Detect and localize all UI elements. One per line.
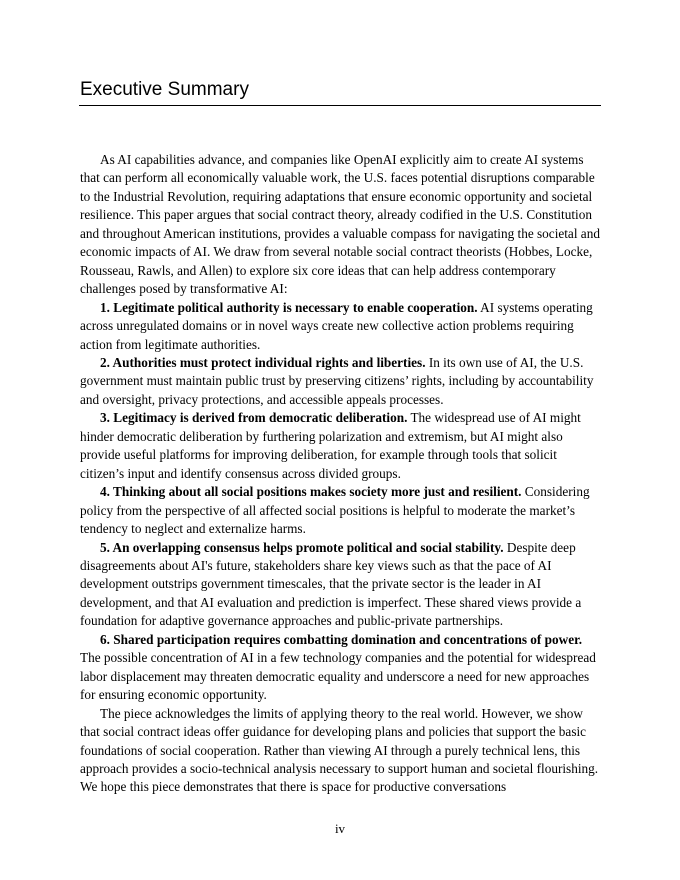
closing-paragraph: The piece acknowledges the limits of applying theory to the real world. However, we show that social contract ideas offer guidance for developing plans and policies that support the basic foundations of social cooperation. Rather than viewing AI through a purely technical lens, this approach provides a socio-technical analysis necessary to support human and societal flourishing. We hope this piece demonstrates that there is space for productive conversations: [80, 705, 599, 795]
section-heading: Executive Summary: [80, 79, 249, 100]
core-idea-1: [80, 299, 602, 354]
core-idea-title: 4. Thinking about all social positions makes society more just and resilient.: [100, 484, 522, 500]
core-idea-text: AI systems operating across unregulated domains or in novel ways create new collective action problems requiring action from legitimate authorities.: [80, 299, 593, 352]
page-number: iv: [334, 821, 346, 836]
core-idea-6: [80, 631, 602, 705]
core-idea-4: [80, 483, 602, 538]
intro-paragraph: As AI capabilities advance, and companies like OpenAI explicitly aim to create AI systems that can perform all economically valuable work, the U.S. faces potential disruptions comparable to the Industrial Revolution, requiring adaptations that ensure economic opportunity and societal resilience. This paper argues that social contract theory, already codified in the U.S. Constitution and throughout American institutions, provides a valuable compass for navigating the societal and economic impacts of AI. We draw from several notable social contract theorists (Hobbes, Locke, Rousseau, Rawls, and Allen) to explore six core ideas that can help address contemporary challenges posed by transformative AI:: [80, 152, 600, 297]
core-idea-text: Despite deep disagreements about AI's future, stakeholders share key views such as that the pace of AI development outstrips government timescales, that the private sector is the leader in AI development, and that AI evaluation and prediction is imperfect. These shared views provide a foundation for adaptive governance approaches and public-private partnerships.: [80, 539, 582, 629]
core-idea-title: 6. Shared participation requires combatting domination and concentrations of power.: [100, 631, 583, 647]
core-idea-2: [80, 354, 602, 409]
core-idea-text: Considering policy from the perspective of all affected social positions is helpful to moderate the market’s tendency to neglect and externalize harms.: [80, 484, 590, 537]
core-idea-text: In its own use of AI, the U.S. government must maintain public trust by preserving citizens’ rights, including by accountability and oversight, privacy protections, and accessible appeals processes.: [80, 354, 594, 407]
heading-divider: [79, 105, 601, 106]
core-idea-title: 1. Legitimate political authority is necessary to enable cooperation.: [100, 299, 478, 315]
core-idea-3: [80, 409, 602, 483]
core-idea-5: [80, 539, 602, 631]
core-idea-title: 3. Legitimacy is derived from democratic deliberation.: [100, 410, 408, 426]
core-idea-text: The widespread use of AI might hinder democratic deliberation by furthering polarization and extremism, but AI might also provide useful platforms for improving deliberation, for example through tools that solicit citizen’s input and identify consensus across divided groups.: [80, 410, 581, 481]
core-idea-title: 2. Authorities must protect individual rights and liberties.: [100, 354, 426, 370]
summary-body: [80, 151, 602, 797]
core-idea-text: The possible concentration of AI in a few technology companies and the potential for widespread labor displacement may threaten democratic equality and underscore a need for new approaches for ensuring economic opportunity.: [80, 650, 596, 703]
core-idea-title: 5. An overlapping consensus helps promote political and social stability.: [100, 539, 504, 555]
